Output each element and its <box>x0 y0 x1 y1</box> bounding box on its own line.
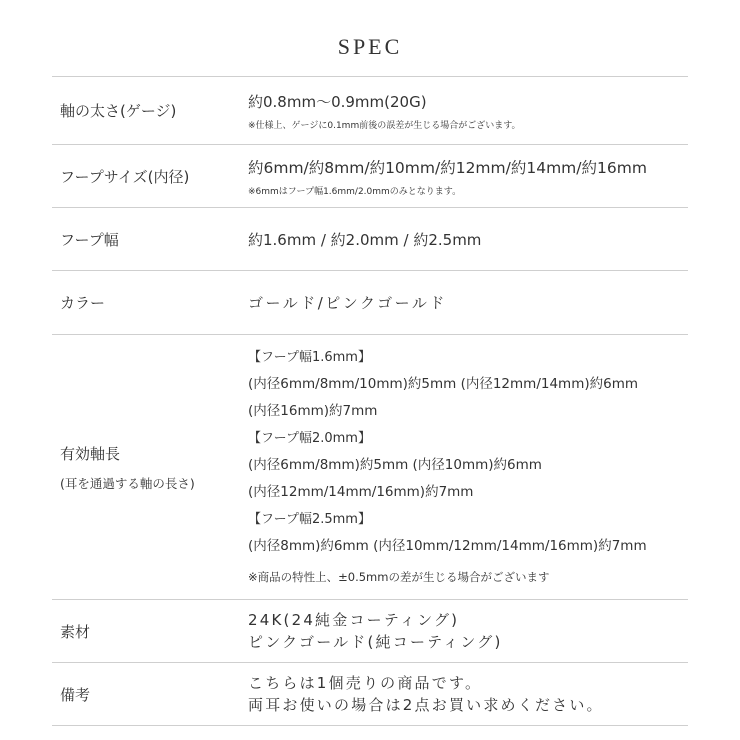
row-note: ※仕様上、ゲージに0.1mm前後の誤差が生じる場合がございます。 <box>248 120 521 131</box>
row-value-cell <box>248 292 688 313</box>
value-line: (内径16mm)約7mm <box>248 402 378 419</box>
row-value: 約6mm/約8mm/約10mm/約12mm/約14mm/約16mm <box>248 158 647 177</box>
spec-row-remarks <box>52 662 688 726</box>
value-line: ピンクゴールド(純コーティング) <box>248 633 503 651</box>
spec-row-material <box>52 599 688 662</box>
row-note: ※6mmはフープ幅1.6mm/2.0mmのみとなります。 <box>248 186 462 197</box>
value-line: (内径12mm/14mm/16mm)約7mm <box>248 483 474 500</box>
row-value: 約0.8mm〜0.9mm(20G) <box>248 92 427 111</box>
value-line: (内径8mm)約6mm (内径10mm/12mm/14mm/16mm)約7mm <box>248 537 647 554</box>
spec-row-gauge <box>52 76 688 144</box>
row-value: 約1.6mm / 約2.0mm / 約2.5mm <box>248 230 482 249</box>
row-value-cell <box>248 344 688 591</box>
row-label: フープサイズ(内径) <box>60 167 190 186</box>
value-line: 両耳お使いの場合は2点お買い求めください。 <box>248 696 604 714</box>
row-value-cell <box>248 229 688 250</box>
value-line: 【フープ幅1.6mm】 <box>248 349 371 365</box>
row-label: 備考 <box>60 685 91 704</box>
row-label: 素材 <box>60 622 91 641</box>
value-line: (内径6mm/8mm)約5mm (内径10mm)約6mm <box>248 456 542 473</box>
spec-row-hoop-size <box>52 144 688 207</box>
value-line: 24K(24純金コーティング) <box>248 611 460 629</box>
row-label: フープ幅 <box>60 230 119 249</box>
row-value: ゴールド/ピンクゴールド <box>248 294 447 312</box>
value-line: 【フープ幅2.0mm】 <box>248 430 371 446</box>
row-label: 軸の太さ(ゲージ) <box>60 102 177 120</box>
value-line: (内径6mm/8mm/10mm)約5mm (内径12mm/14mm)約6mm <box>248 375 639 392</box>
row-value-cell <box>248 609 688 653</box>
row-value-cell <box>248 91 688 131</box>
value-line: 【フープ幅2.5mm】 <box>248 511 371 527</box>
spec-row-hoop-width <box>52 207 688 270</box>
spec-row-color <box>52 270 688 334</box>
page-title: SPEC <box>337 34 403 59</box>
row-note: ※商品の特性上、±0.5mmの差が生じる場合がございます <box>248 569 550 584</box>
row-label: 有効軸長 <box>60 444 121 463</box>
row-label: カラー <box>60 294 106 312</box>
row-sublabel: (耳を通過する軸の長さ) <box>60 475 195 491</box>
row-label-cell <box>52 443 248 492</box>
value-line: こちらは1個売りの商品です。 <box>248 674 483 692</box>
spec-row-post-length <box>52 334 688 599</box>
row-value-cell <box>248 672 688 716</box>
spec-table <box>52 76 688 726</box>
row-value-cell <box>248 156 688 197</box>
